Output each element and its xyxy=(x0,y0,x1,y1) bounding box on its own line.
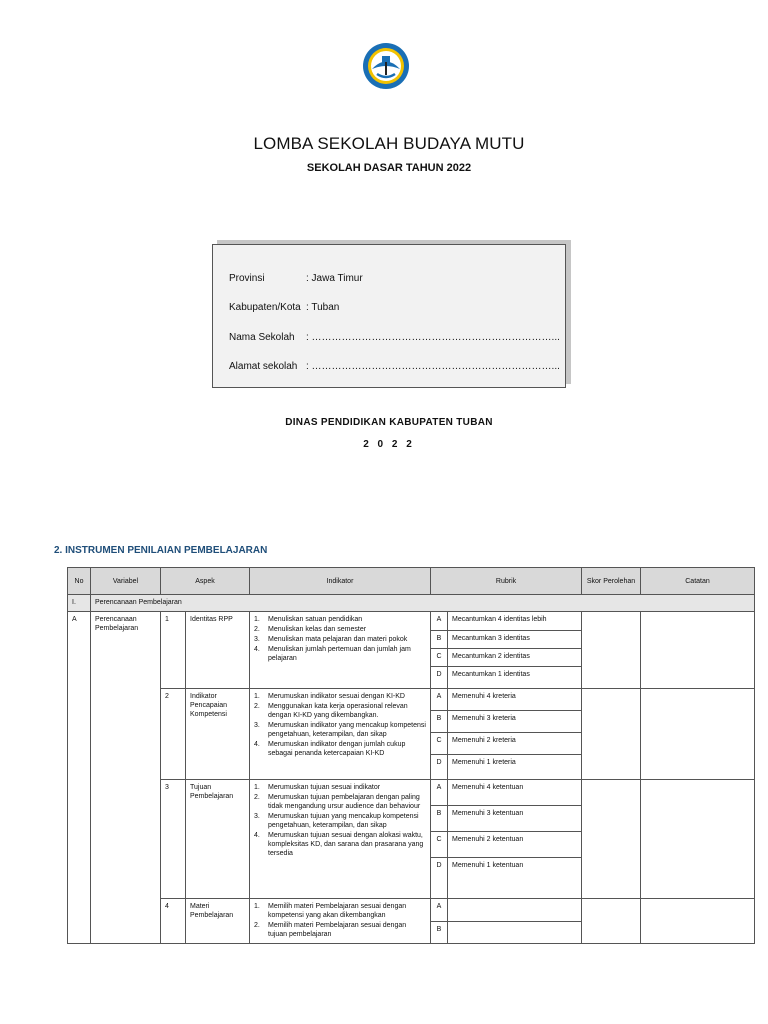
rubric-text xyxy=(448,921,582,944)
rubric-text: Memenuhi 4 ketentuan xyxy=(448,780,582,806)
indicator-cell xyxy=(250,899,431,944)
rubric-letter: C xyxy=(431,649,448,667)
indicator-cell xyxy=(250,689,431,780)
info-row-provinsi xyxy=(229,273,363,284)
rubric-text: Memenuhi 3 kreteria xyxy=(448,711,582,733)
header-indikator: Indikator xyxy=(250,568,431,595)
info-value: : Tuban xyxy=(306,302,340,313)
indicator-cell xyxy=(250,780,431,899)
list-item: 1. Memilih materi Pembelajaran sesuai dengan kompetensi yang akan dikembangkan xyxy=(254,903,407,919)
rubric-text: Memenuhi 1 ketentuan xyxy=(448,858,582,899)
rubric-text: Mecantumkan 1 identitas xyxy=(448,667,582,689)
rubric-text: Memenuhi 4 kreteria xyxy=(448,689,582,711)
info-value: : ………………………………………………………………... xyxy=(306,332,560,343)
table-row xyxy=(68,899,755,922)
rubric-letter: A xyxy=(431,689,448,711)
info-row-nama-sekolah xyxy=(229,332,560,343)
list-item: 4. Menuliskan jumlah pertemuan dan jumlah jam pelajaran xyxy=(254,646,411,662)
list-item: 4. Merumuskan tujuan sesuai dengan alokasi waktu, kompleksitas KD, dan sarana dan prasarana yang tersedia xyxy=(254,832,424,857)
aspect-no: 4 xyxy=(161,899,186,944)
notes-cell xyxy=(641,689,755,780)
score-cell xyxy=(582,780,641,899)
info-row-kabupaten xyxy=(229,302,339,313)
rubric-text: Mecantumkan 3 identitas xyxy=(448,631,582,649)
list-item: 1. Merumuskan indikator sesuai dengan KI-KD xyxy=(254,693,405,700)
aspect-name: Tujuan Pembelajaran xyxy=(186,780,250,899)
rubric-letter: C xyxy=(431,832,448,858)
table-header-row xyxy=(68,568,755,595)
rubric-letter: A xyxy=(431,780,448,806)
aspect-name: Identitas RPP xyxy=(186,612,250,689)
row-no: A xyxy=(68,612,91,944)
group-no: I. xyxy=(68,595,91,612)
info-label: Alamat sekolah xyxy=(229,361,298,372)
rubric-text: Mecantumkan 4 identitas lebih xyxy=(448,612,582,631)
rubric-letter: B xyxy=(431,631,448,649)
rubric-letter: D xyxy=(431,755,448,780)
rubric-letter: D xyxy=(431,858,448,899)
list-item: 3. Merumuskan indikator yang mencakup kompetensi pengetahuan, keterampilan, dan sikap xyxy=(254,722,426,738)
agency-year: 2 0 2 2 xyxy=(363,439,415,450)
list-item: 3. Merumuskan tujuan yang mencakup kompetensi pengetahuan, keterampilan, dan sikap xyxy=(254,813,419,829)
aspect-no: 1 xyxy=(161,612,186,689)
score-cell xyxy=(582,689,641,780)
document-title: LOMBA SEKOLAH BUDAYA MUTU xyxy=(253,134,525,153)
rubric-letter: C xyxy=(431,733,448,755)
header-skor: Skor Perolehan xyxy=(582,568,641,595)
school-info-box xyxy=(212,244,566,388)
header-variabel: Variabel xyxy=(91,568,161,595)
rubric-letter: A xyxy=(431,612,448,631)
rubric-letter: D xyxy=(431,667,448,689)
info-value: : Jawa Timur xyxy=(306,273,363,284)
info-value: : ………………………………………………………………... xyxy=(306,361,560,372)
header-rubrik: Rubrik xyxy=(431,568,582,595)
rubric-letter: A xyxy=(431,899,448,922)
document-subtitle: SEKOLAH DASAR TAHUN 2022 xyxy=(306,162,472,174)
group-label: Perencanaan Pembelajaran xyxy=(91,595,755,612)
row-variabel: Perencanaan Pembelajaran xyxy=(91,612,161,944)
rubric-letter: B xyxy=(431,806,448,832)
assessment-table xyxy=(67,567,755,944)
group-row xyxy=(68,595,755,612)
rubric-text: Mecantumkan 2 identitas xyxy=(448,649,582,667)
tut-wuri-handayani-logo-icon xyxy=(362,42,410,90)
notes-cell xyxy=(641,899,755,944)
table-row xyxy=(68,780,755,806)
rubric-text: Memenuhi 3 ketentuan xyxy=(448,806,582,832)
notes-cell xyxy=(641,612,755,689)
rubric-text: Memenuhi 2 kreteria xyxy=(448,733,582,755)
list-item: 1. Menuliskan satuan pendidikan xyxy=(254,616,363,623)
list-item: 2. Memilih materi Pembelajaran sesuai dengan tujuan pembelajaran xyxy=(254,922,407,938)
section-heading: 2. INSTRUMEN PENILAIAN PEMBELAJARAN xyxy=(54,545,268,556)
aspect-name: Materi Pembelajaran xyxy=(186,899,250,944)
info-row-alamat xyxy=(229,361,560,372)
info-label: Provinsi xyxy=(229,273,265,284)
aspect-no: 3 xyxy=(161,780,186,899)
rubric-text: Memenuhi 2 ketentuan xyxy=(448,832,582,858)
score-cell xyxy=(582,899,641,944)
list-item: 2. Merumuskan tujuan pembelajaran dengan paling tidak mengandung ursur audience dan behaviour xyxy=(254,794,421,810)
list-item: 3. Menuliskan mata pelajaran dan materi pokok xyxy=(254,636,408,643)
rubric-letter: B xyxy=(431,921,448,944)
list-item: 4. Merumuskan indikator dengan jumlah cukup sebagai penanda ketercapaian KI-KD xyxy=(254,741,406,757)
table-row xyxy=(68,612,755,631)
header-no: No xyxy=(68,568,91,595)
header-aspek: Aspek xyxy=(161,568,250,595)
indicator-cell xyxy=(250,612,431,689)
agency-name: DINAS PENDIDIKAN KABUPATEN TUBAN xyxy=(285,417,493,428)
info-label: Kabupaten/Kota xyxy=(229,302,301,313)
list-item: 1. Merumuskan tujuan sesuai indikator xyxy=(254,784,381,791)
list-item: 2. Menggunakan kata kerja operasional relevan dengan KI-KD yang dikembangkan. xyxy=(254,703,408,719)
table-row xyxy=(68,689,755,711)
score-cell xyxy=(582,612,641,689)
notes-cell xyxy=(641,780,755,899)
list-item: 2. Menuliskan kelas dan semester xyxy=(254,626,367,633)
rubric-text: Memenuhi 1 kreteria xyxy=(448,755,582,780)
aspect-name: Indikator Pencapaian Kompetensi xyxy=(186,689,250,780)
rubric-letter: B xyxy=(431,711,448,733)
info-label: Nama Sekolah xyxy=(229,332,295,343)
rubric-text xyxy=(448,899,582,922)
header-catatan: Catatan xyxy=(641,568,755,595)
aspect-no: 2 xyxy=(161,689,186,780)
